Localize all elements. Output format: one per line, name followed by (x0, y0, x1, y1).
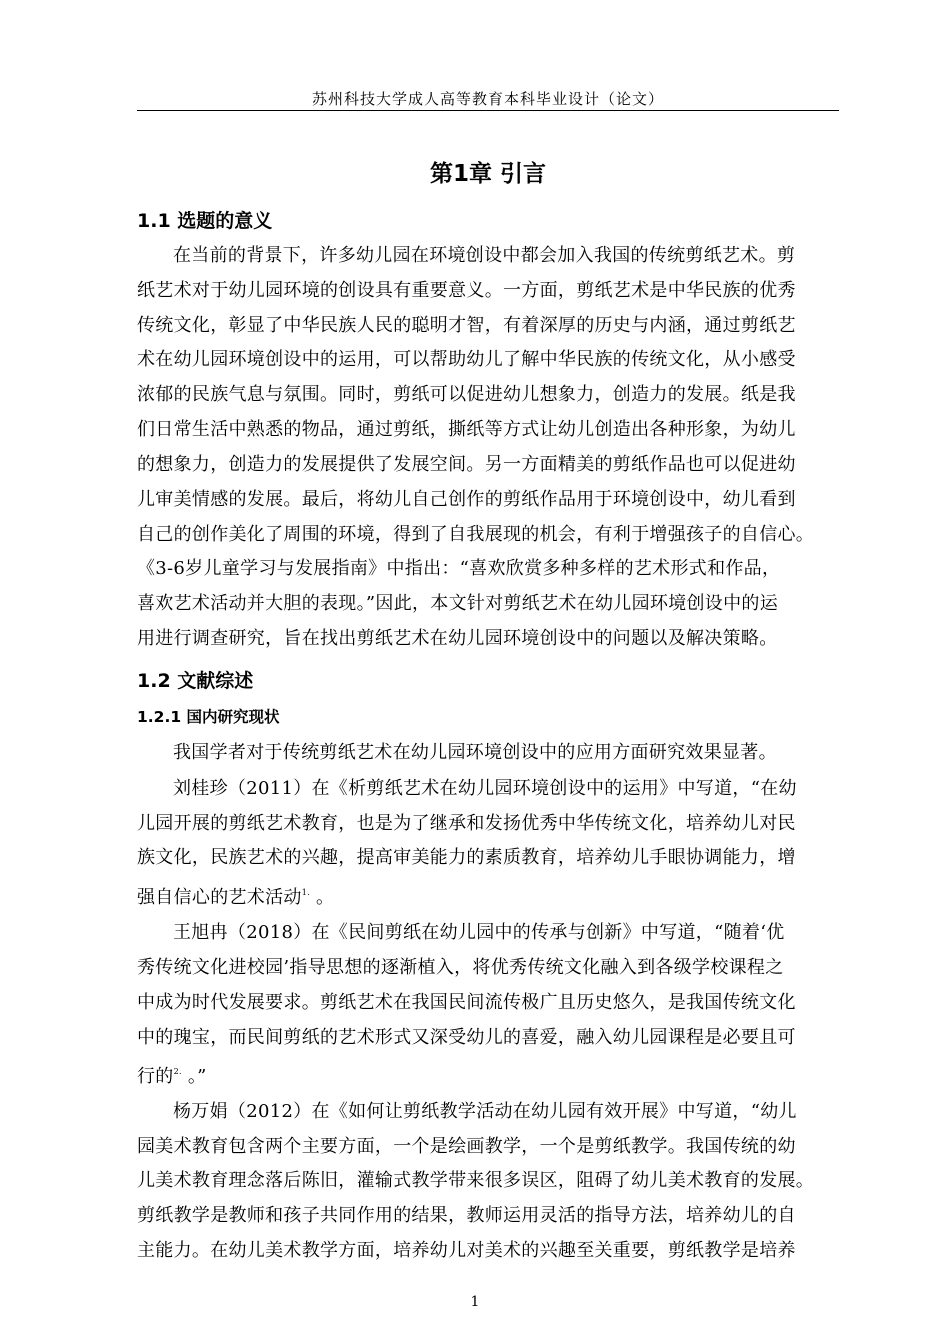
text-line: 在当前的背景下，许多幼儿园在环境创设中都会加入我国的传统剪纸艺术。剪 (173, 245, 796, 266)
text-line: 用进行调查研究，旨在找出剪纸艺术在幼儿园环境创设中的问题以及解决策略。 (137, 628, 778, 649)
text-line: 杨万娟（2012）在《如何让剪纸教学活动在幼儿园有效开展》中写道，“幼儿 (173, 1101, 797, 1122)
text-line: 《3-6岁儿童学习与发展指南》中指出：“喜欢欣赏多种多样的艺术形式和作品， (137, 558, 781, 579)
text-line: 自己的创作美化了周围的环境，得到了自我展现的机会，有利于增强孩子的自信心。 (137, 524, 815, 545)
text-line: 剪纸教学是教师和孩子共同作用的结果，教师运用灵活的指导方法，培养幼儿的自 (137, 1205, 796, 1226)
text-line: 传统文化，彰显了中华民族人民的聪明才智，有着深厚的历史与内涵，通过剪纸艺 (137, 315, 796, 336)
text-line: 我国学者对于传统剪纸艺术在幼儿园环境创设中的应用方面研究效果显著。 (173, 742, 777, 763)
text-line: 们日常生活中熟悉的物品，通过剪纸，撕纸等方式让幼儿创造出各种形象，为幼儿 (137, 419, 796, 440)
text-line: 刘桂珍（2011）在《析剪纸艺术在幼儿园环境创设中的运用》中写道，“在幼 (173, 778, 797, 799)
text-line: 的想象力，创造力的发展提供了发展空间。另一方面精美的剪纸作品也可以促进幼 (137, 454, 796, 475)
text-line: 术在幼儿园环境创设中的运用，可以帮助幼儿了解中华民族的传统文化，从小感受 (137, 349, 796, 370)
text-span: 。 (309, 887, 335, 908)
text-line: 秀传统文化进校园’指导思想的逐渐植入，将优秀传统文化融入到各级学校课程之 (137, 957, 784, 978)
text-line: 纸艺术对于幼儿园环境的创设具有重要意义。一方面，剪纸艺术是中华民族的优秀 (137, 280, 796, 301)
text-line: 儿园开展的剪纸艺术教育，也是为了继承和发扬优秀中华传统文化，培养幼儿对民 (137, 813, 796, 834)
text-line (137, 881, 839, 910)
section-heading-1-2: 1.2 文献综述 (137, 670, 254, 692)
header-rule (137, 110, 839, 111)
running-header: 苏州科技大学成人高等教育本科毕业设计（论文） (311, 90, 664, 108)
citation-ref: 1. (301, 888, 310, 897)
text-line: 王旭冉（2018）在《民间剪纸在幼儿园中的传承与创新》中写道，“随着‘优 (173, 922, 785, 943)
text-span: 强自信心的艺术活动 (137, 887, 302, 908)
page-number: 1 (470, 1294, 480, 1310)
section-heading-1-1: 1.1 选题的意义 (137, 210, 273, 232)
text-line: 中成为时代发展要求。剪纸艺术在我国民间流传极广且历史悠久，是我国传统文化 (137, 992, 796, 1013)
text-line: 中的瑰宝，而民间剪纸的艺术形式又深受幼儿的喜爱，融入幼儿园课程是必要且可 (137, 1027, 796, 1048)
citation-ref: 2. (173, 1067, 182, 1076)
text-line: 浓郁的民族气息与氛围。同时，剪纸可以促进幼儿想象力，创造力的发展。纸是我 (137, 384, 796, 405)
text-line: 儿审美情感的发展。最后，将幼儿自己创作的剪纸作品用于环境创设中，幼儿看到 (137, 489, 796, 510)
text-line: 主能力。在幼儿美术教学方面，培养幼儿对美术的兴趣至关重要，剪纸教学是培养 (137, 1240, 796, 1261)
text-span: 。” (181, 1066, 207, 1087)
text-line (137, 1060, 839, 1089)
subsection-heading-1-2-1: 1.2.1 国内研究现状 (137, 708, 280, 726)
text-line: 儿美术教育理念落后陈旧，灌输式教学带来很多误区，阻碍了幼儿美术教育的发展。 (137, 1170, 815, 1191)
chapter-title: 第1章 引言 (429, 161, 546, 187)
text-line: 喜欢艺术活动并大胆的表现。”因此，本文针对剪纸艺术在幼儿园环境创设中的运 (137, 593, 778, 614)
text-span: 行的 (137, 1066, 174, 1087)
text-line: 园美术教育包含两个主要方面，一个是绘画教学，一个是剪纸教学。我国传统的幼 (137, 1136, 796, 1157)
text-line: 族文化，民族艺术的兴趣，提高审美能力的素质教育，培养幼儿手眼协调能力，增 (137, 847, 796, 868)
